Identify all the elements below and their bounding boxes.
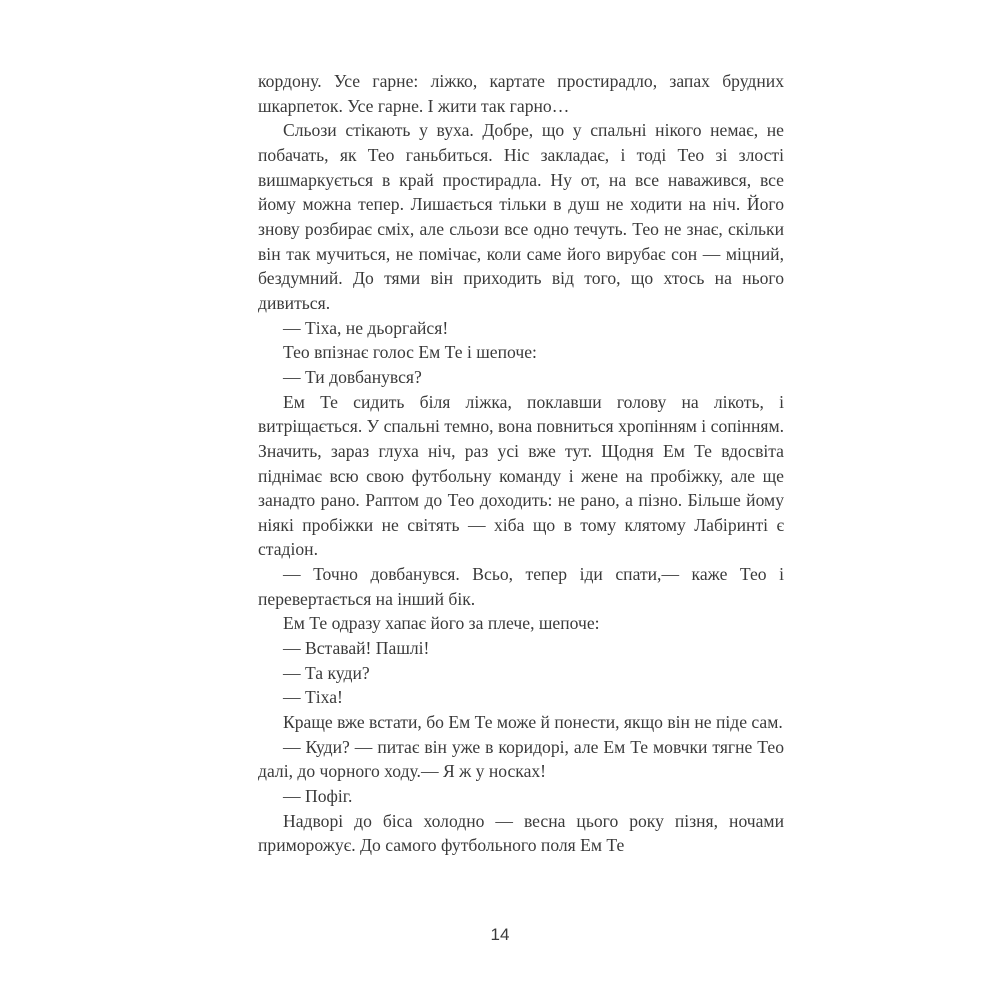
paragraph: — Тіха! [283,687,343,708]
paragraph: — Та куди? [283,662,370,683]
paragraph: — Тіха, не дьоргайся! [283,317,449,338]
paragraph: Ем Те одразу хапає його за плече, шепоче: [283,613,600,634]
paragraph: Краще вже встати, бо Ем Те може й понести, якщо він не піде сам. [283,712,783,733]
paragraph: Надворі до біса холодно — весна цього року пізня, ночами приморожує. До самого футбольного поля Ем Те [258,810,784,856]
page-number: 14 [490,925,510,944]
paragraph: — Куди? — питає він уже в коридорі, але Ем Те мовчки тягне Тео далі, до чорного ходу.— Я ж у носках! [258,736,784,782]
paragraph: Сльози стікають у вуха. Добре, що у спальні нікого немає, не побачать, як Тео ганьбиться. Ніс закладає, і тоді Тео зі злості вишмаркується в край простирадла. Ну от, на все наважився, все йому можна тепер. Лишається тільки в душ не ходити на ніч. Його знову розбирає сміх, але сльози все одно течуть. Тео не знає, скільки він так мучиться, не помічає, коли саме його вирубає сон — міцний, бездумний. До тями він приходить від того, що хтось на нього дивиться. [258,120,784,313]
paragraph: Ем Те сидить біля ліжка, поклавши голову на лікоть, і витріщається. У спальні темно, вона повниться хропінням і сопінням. Значить, зараз глуха ніч, раз усі вже тут. Щодня Ем Те вдосвіта піднімає всю свою футбольну команду і жене на пробіжку, але ще занадто рано. Раптом до Тео доходить: не рано, а пізно. Більше йому ніякі пробіжки не світять — хіба що в тому клятому Лабіринті є стадіон. [258,391,784,560]
paragraph: Тео впізнає голос Ем Те і шепоче: [283,342,537,363]
paragraph: — Вставай! Пашлі! [283,638,430,659]
paragraph: — Пофіг. [283,786,353,807]
book-text [258,69,784,858]
paragraph: — Точно довбанувся. Всьо, тепер іди спати,— каже Тео і перевертається на інший бік. [258,564,784,609]
paragraph: кордону. Усе гарне: ліжко, картате простирадло, запах брудних шкарпеток. Усе гарне. І жити так гарно… [258,71,784,116]
paragraph: — Ти довбанувся? [283,366,422,387]
